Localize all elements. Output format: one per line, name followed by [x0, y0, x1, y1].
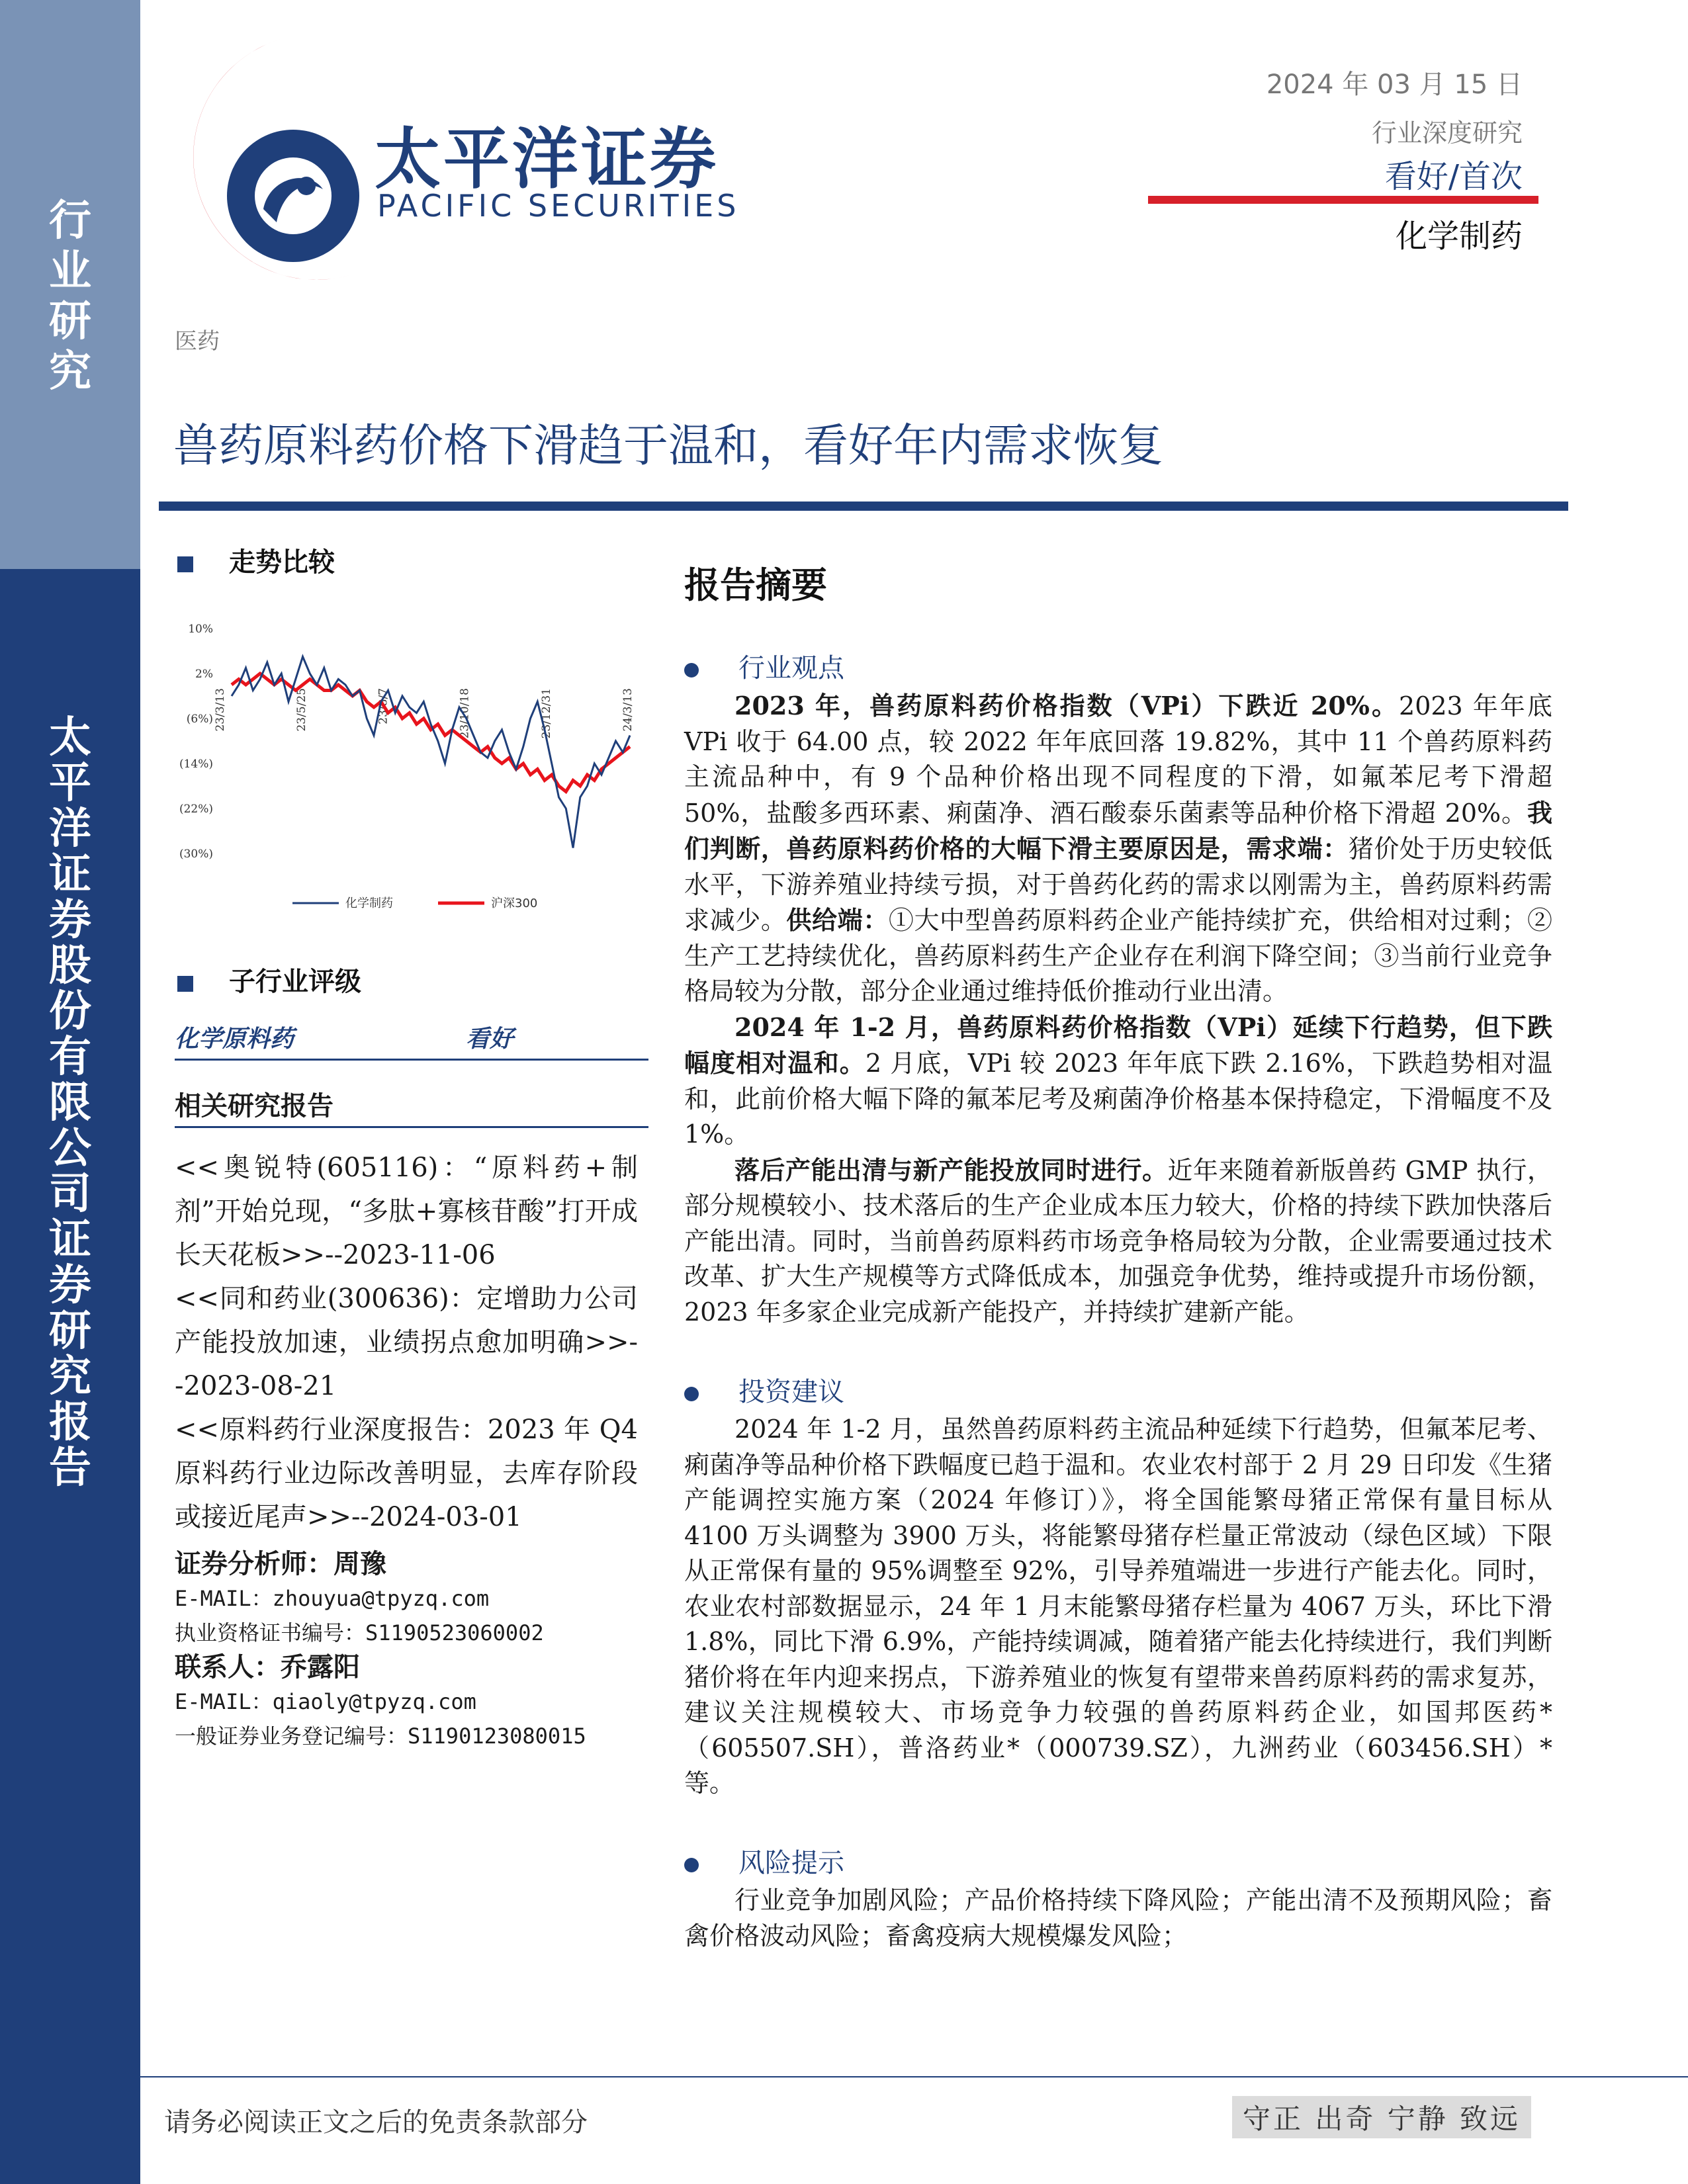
analyst-name: 证券分析师：周豫 — [175, 1548, 386, 1579]
x-tick-label: 23/12/31 — [539, 688, 553, 739]
title-rule — [159, 502, 1568, 511]
section-investment-advice — [684, 1372, 1552, 1802]
logo-chinese-name: 太平洋证券 — [375, 120, 719, 198]
section-body — [684, 1412, 1552, 1802]
x-tick-label: 23/5/25 — [295, 688, 309, 732]
sidebar-char: 份 — [49, 986, 91, 1036]
subindustry-rating: 看好 — [466, 1025, 514, 1053]
emphasis-text: 供给端： — [786, 905, 889, 935]
section-title — [684, 648, 1552, 688]
sidebar-char: 研 — [49, 1306, 91, 1356]
contact-email[interactable]: E-MAIL：qiaoly@tpyzq.com — [175, 1689, 476, 1714]
sidebar-char: 证 — [49, 1215, 91, 1264]
section-risk-warning — [684, 1843, 1552, 1954]
related-report-item[interactable]: <<同和药业(300636)：定增助力公司产能投放加速，业绩拐点愈加明确>>--2023-08-21 — [175, 1284, 638, 1401]
sidebar-char: 洋 — [49, 804, 91, 853]
sidebar-char: 券 — [49, 895, 91, 945]
analyst-info — [175, 1547, 651, 1753]
sidebar-char: 证 — [49, 850, 91, 899]
sidebar-char: 究 — [49, 347, 91, 396]
body-text: 近年来随着新版兽药 GMP 执行，部分规模较小、技术落后的生产企业成本压力较大，价格的持续下跌加快落后产能出清。同时，当前兽药原料药市场竞争格局较为分散，企业需要通过技术改革、扩大生产规模等方式降低成本，加强竞争优势，维持或提升市场份额，2023 年多家企业完成新产能投产，并持续扩建新产能。 — [684, 1155, 1552, 1327]
sidebar-char: 公 — [49, 1123, 91, 1173]
trend-heading-label: 走势比较 — [229, 546, 335, 578]
section-title-label: 风险提示 — [738, 1848, 844, 1878]
circle-bullet-icon — [684, 1858, 699, 1872]
related-report-item[interactable]: <<奥锐特(605116)：“原料药+制剂”开始兑现，“多肽+寡核苷酸”打开成长天花板>>--2023-11-06 — [175, 1153, 638, 1270]
subindustry-heading-label: 子行业评级 — [229, 966, 361, 997]
sidebar-char: 太 — [49, 713, 91, 762]
paragraph — [684, 1412, 1552, 1802]
emphasis-text: 2023 年，兽药原料药价格指数（VPi）下跌近 20%。 — [734, 691, 1399, 721]
sidebar-label-company — [0, 715, 140, 1491]
paragraph — [684, 688, 1552, 1010]
pacific-logo-icon — [171, 30, 369, 282]
report-title: 兽药原料药价格下滑趋于温和，看好年内需求恢复 — [173, 420, 1164, 472]
y-tick-label: (22%) — [179, 803, 213, 816]
related-report-item[interactable]: <<原料药行业深度报告：2023 年 Q4 原料药行业边际改善明显，去库存阶段或接近尾声>>--2024-03-01 — [175, 1415, 638, 1532]
sidebar-char: 研 — [49, 296, 91, 346]
paragraph — [684, 1010, 1552, 1153]
y-tick-label: (6%) — [186, 713, 213, 726]
footer-motto: 守正 出奇 宁静 致远 — [1232, 2096, 1531, 2138]
report-type: 行业深度研究 — [1371, 118, 1523, 148]
subindustry-name: 化学原料药 — [175, 1025, 294, 1053]
footer-disclaimer: 请务必阅读正文之后的免责条款部分 — [164, 2107, 588, 2138]
legend-label: 沪深300 — [491, 896, 538, 910]
sidebar-char: 告 — [49, 1443, 91, 1493]
section-title — [684, 1372, 1552, 1412]
sidebar-char: 券 — [49, 1260, 91, 1310]
y-tick-label: 10% — [188, 623, 213, 636]
emphasis-text: 2024 年 1-2 月，兽药原料药价格指数（VPi）延续下行趋势，但下跌幅度相对温和。 — [684, 1012, 1552, 1078]
body-text: 行业竞争加剧风险；产品价格持续下降风险；产能出清不及预期风险；畜禽价格波动风险；畜禽疫病大规模爆发风险； — [684, 1886, 1552, 1950]
sidebar-char: 业 — [49, 246, 91, 296]
related-reports-heading: 相关研究报告 — [175, 1090, 333, 1121]
body-text: 猪价处于历史较低水平，下游养殖业持续亏损，对于兽药化药的需求以刚需为主，兽药原料药需求减少。 — [684, 834, 1552, 935]
trend-chart — [173, 609, 650, 926]
circle-bullet-icon — [684, 663, 699, 677]
related-rule — [175, 1126, 648, 1128]
sidebar-char: 平 — [49, 758, 91, 808]
x-tick-label: 24/3/13 — [621, 688, 635, 732]
sidebar-char: 司 — [49, 1169, 91, 1219]
section-title-label: 行业观点 — [738, 653, 844, 683]
trend-heading — [177, 541, 335, 579]
subindustry-row — [175, 1020, 648, 1061]
sidebar-char: 报 — [49, 1397, 91, 1447]
emphasis-text: 我们判断，兽药原料药价格的大幅下滑主要原因是，需求端： — [684, 797, 1552, 863]
logo-english-name: PACIFIC SECURITIES — [377, 188, 740, 224]
circle-bullet-icon — [684, 1387, 699, 1401]
x-tick-label: 23/3/13 — [214, 688, 227, 732]
y-tick-label: 2% — [195, 668, 213, 681]
section-industry-view — [684, 648, 1552, 1330]
paragraph — [684, 1883, 1552, 1954]
x-tick-label: 23/10/18 — [458, 688, 472, 739]
sidebar-char: 股 — [49, 941, 91, 990]
sidebar — [0, 0, 140, 2184]
emphasis-text: 落后产能出清与新产能投放同时进行。 — [734, 1155, 1168, 1185]
subindustry-heading — [177, 961, 361, 998]
body-text: 2023 年年底 VPi 收于 64.00 点，较 2022 年年底回落 19.82%，其中 11 个兽药原料药主流品种中，有 9 个品种价格出现不同程度的下滑，如氟苯尼考下滑超 50%，盐酸多西环素、痢菌净、酒石酸泰乐菌素等品种价格下滑超 20%。 — [684, 691, 1552, 828]
x-tick-label: 23/8/7 — [377, 688, 390, 724]
body-text: 2 月底，VPi 较 2023 年年底下跌 2.16%，下跌趋势相对温和，此前价格大幅下降的氟苯尼考及痢菌净价格基本保持稳定，下滑幅度不及 1%。 — [684, 1049, 1552, 1149]
sector-label: 医药 — [175, 328, 220, 355]
sidebar-char: 有 — [49, 1032, 91, 1082]
analyst-cert: 执业资格证书编号：S1190523060002 — [175, 1620, 544, 1645]
paragraph — [684, 1153, 1552, 1331]
contact-name: 联系人：乔露阳 — [175, 1651, 360, 1682]
industry-rating: 看好/首次 — [1384, 158, 1523, 195]
report-date: 2024 年 03 月 15 日 — [1266, 69, 1523, 100]
section-title — [684, 1843, 1552, 1883]
sidebar-char: 行 — [49, 196, 91, 245]
section-body — [684, 688, 1552, 1330]
section-body — [684, 1883, 1552, 1954]
square-bullet-icon — [177, 976, 193, 992]
section-title-label: 投资建议 — [738, 1377, 844, 1407]
sidebar-label-industry-research — [0, 196, 140, 397]
related-reports-list — [175, 1146, 638, 1539]
industry-name: 化学制药 — [1395, 218, 1523, 255]
header-red-rule — [1148, 196, 1538, 204]
square-bullet-icon — [177, 556, 193, 572]
legend-label: 化学制药 — [345, 896, 393, 910]
y-tick-label: (14%) — [179, 758, 213, 771]
sidebar-char: 究 — [49, 1352, 91, 1401]
body-text: ①大中型兽药原料药企业产能持续扩充，供给相对过剩；②生产工艺持续优化，兽药原料药生产企业存在利润下降空间；③当前行业竞争格局较为分散，部分企业通过维持低价推动行业出清。 — [684, 906, 1552, 1006]
y-tick-label: (30%) — [179, 848, 213, 861]
body-text: 2024 年 1-2 月，虽然兽药原料药主流品种延续下行趋势，但氟苯尼考、痢菌净等品种价格下跌幅度已趋于温和。农业农村部于 2 月 29 日印发《生猪产能调控实施方案（2024 年修订）》，将全国能繁母猪正常保有量目标从 4100 万头调整为 3900 万头，将能繁母猪存栏量正常波动（绿色区域）下限从正常保有量的 95%调整至 92%，引导养殖端进一步进行产能去化。同时，农业农村部数据显示，24 年 1 月末能繁母猪存栏量为 4067 万头，环比下滑 1.8%，同比下滑 6.9%，产能持续调减，随着猪产能去化持续进行，我们判断猪价将在年内迎来拐点，下游养殖业的恢复有望带来兽药原料药的需求复苏，建议关注规模较大、市场竞争力较强的兽药原料药企业，如国邦医药*（605507.SH），普洛药业*（000739.SZ），九洲药业（603456.SH）*等。 — [684, 1415, 1552, 1798]
footer-rule — [140, 2076, 1688, 2077]
analyst-email[interactable]: E-MAIL：zhouyua@tpyzq.com — [175, 1586, 490, 1611]
sidebar-char: 限 — [49, 1078, 91, 1127]
contact-cert: 一般证券业务登记编号：S1190123080015 — [175, 1724, 586, 1749]
abstract-heading: 报告摘要 — [684, 564, 827, 606]
